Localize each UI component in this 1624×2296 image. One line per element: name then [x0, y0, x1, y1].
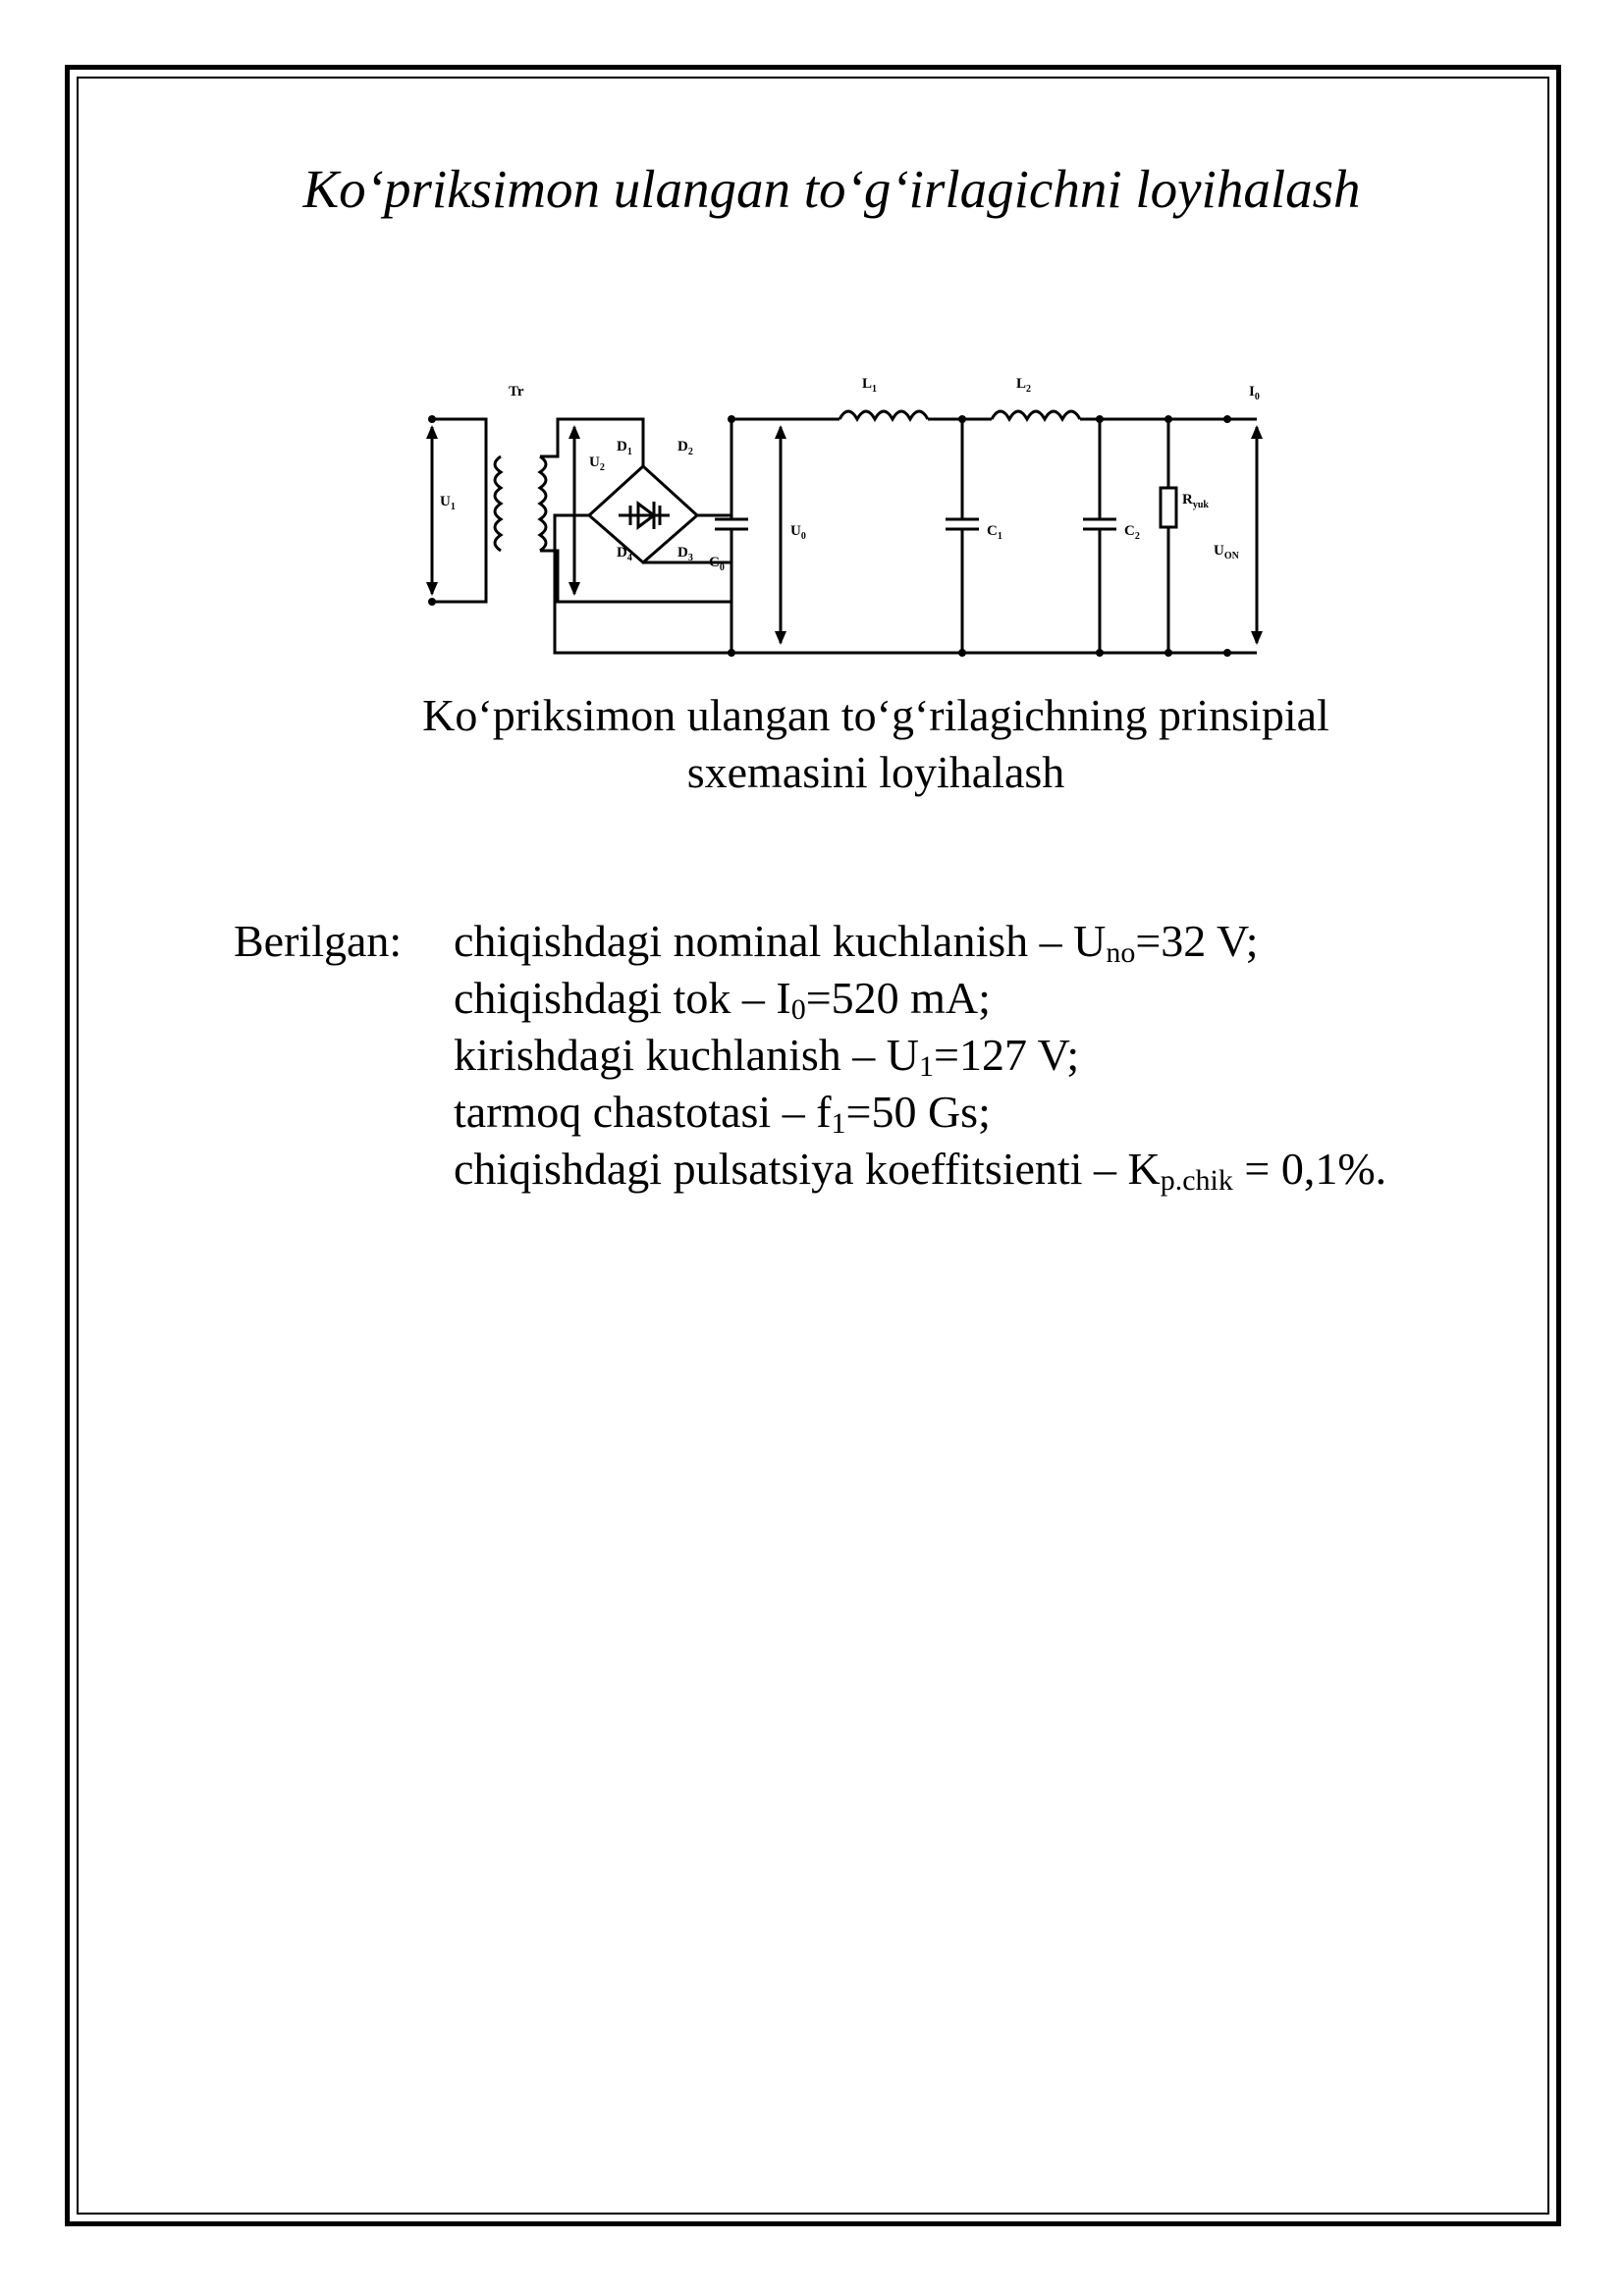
label-d3: $D_3$ [677, 545, 693, 563]
bridge-right-wire [697, 419, 839, 515]
label-u-out: $U_{ON}$ [1214, 543, 1239, 561]
label-u0: $U_0$ [790, 523, 806, 542]
label-u2: $U_2$ [589, 454, 605, 473]
label-c2: $C_2$ [1124, 523, 1140, 542]
label-l2: $L_2$ [1016, 376, 1032, 395]
label-d2: $D_2$ [677, 439, 693, 457]
given-item: kirishdagi kuchlanish – $U_1=127$ V; [454, 1030, 1080, 1083]
label-c1: $C_1$ [987, 523, 1002, 542]
bridge-rectifier-schematic [393, 358, 1335, 672]
load-resistor [1161, 488, 1176, 527]
primary-coil [495, 456, 501, 551]
label-u1: $U_1$ [440, 494, 456, 512]
label-d4: $D_4$ [617, 545, 632, 563]
page-title: Ko‘priksimon ulangan to‘g‘irlagichni loyihalash [302, 159, 1361, 219]
figure-caption-line-1: Ko‘priksimon ulangan to‘g‘rilagichning prinsipial [422, 690, 1329, 740]
given-item: tarmoq chastotasi – $f_1=50$ Gs; [454, 1087, 991, 1140]
secondary-coil [540, 456, 546, 551]
given-item: chiqishdagi nominal kuchlanish – $U_{no}=32$ V; [454, 916, 1259, 969]
secondary-wire-bottom [540, 551, 731, 602]
given-item: chiqishdagi tok – $I_0=520$ mA; [454, 973, 991, 1026]
given-item: chiqishdagi pulsatsiya koeffitsienti – $K_{p.chik} = 0,1\%$. [454, 1144, 1387, 1197]
label-i0: $I_0$ [1249, 384, 1260, 402]
label-d1: $D_1$ [617, 439, 632, 457]
label-l1: $L_1$ [862, 376, 878, 395]
given-label: Berilgan: [234, 916, 403, 966]
inductor-l1 [839, 411, 928, 419]
inductor-l2 [992, 411, 1080, 419]
label-r-load: $R_{yuk}$ [1182, 492, 1209, 510]
label-tr: Tr [509, 384, 524, 400]
given-list [454, 913, 1386, 1198]
figure-caption-line-2: sxemasini loyihalash [686, 747, 1065, 797]
label-c0: $C_0$ [709, 555, 725, 573]
primary-wire [432, 419, 486, 602]
